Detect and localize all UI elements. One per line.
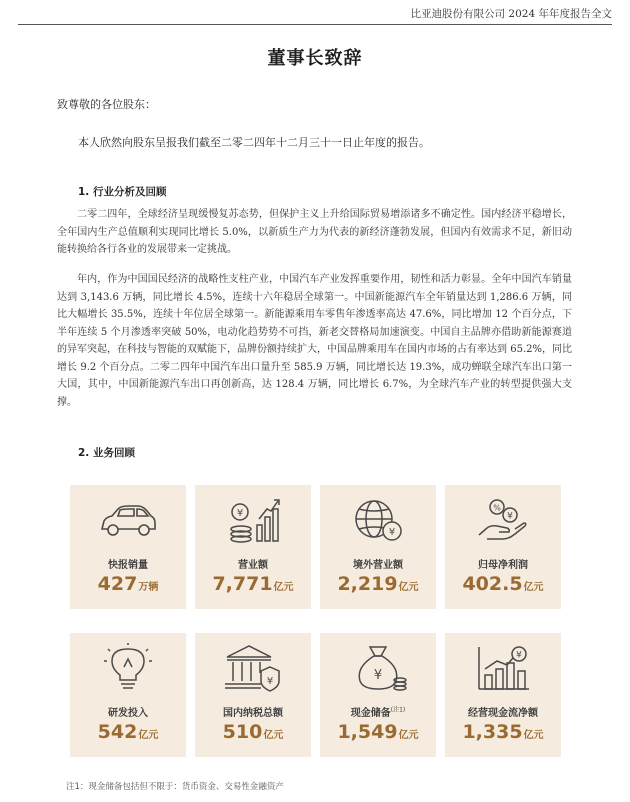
metrics-row-1 xyxy=(70,485,560,609)
metric-unit: 亿元 xyxy=(138,730,159,741)
metric-value-wrap xyxy=(70,573,186,595)
revenue-coins-icon xyxy=(223,495,283,545)
metric-value: 542 xyxy=(97,721,138,743)
paragraph-economy: 二零二四年，全球经济呈现缓慢复苏态势，但保护主义上升给国际贸易增添诸多不确定性。国内经济平稳增长，全年国内生产总值顺利实现同比增长 5.0%，以新质生产力为代表的新经济蓬勃发展，但国内有效需求不足，新旧动能转换给各行各业的发展带来一定挑战。 xyxy=(57,209,572,255)
svg-text:¥: ¥ xyxy=(516,650,522,661)
svg-text:¥: ¥ xyxy=(373,668,383,683)
metric-value-wrap xyxy=(445,573,561,595)
metric-value-wrap xyxy=(70,721,186,743)
metric-value: 1,549 xyxy=(337,721,398,743)
metric-value-wrap xyxy=(320,573,436,595)
salutation: 致尊敬的各位股东： xyxy=(57,98,156,111)
metric-label xyxy=(320,704,436,719)
svg-text:%: % xyxy=(493,503,501,513)
paragraph-auto-industry: 年内，作为中国国民经济的战略性支柱产业，中国汽车产业发挥重要作用，韧性和活力彰显。全年中国汽车销量达到 3,143.6 万辆，同比增长 4.5%，连续十六年稳居全球第一。中国新能源汽车全年销量达到 1,286.6 万辆，同比大幅增长 35.5%，连续十年位居全球第一。新能源乘用车零售年渗透率高达 47.6%，同比增加 12 个百分点，下半年连续 5 个月渗透率突破 50%，电动化趋势势不可挡，新老交替格局加速演变。中国自主品牌亦借助新能源赛道的异军突起，在科技与智能的双赋能下，品牌份额持续扩大，中国品牌乘用车在国内市场的占有率达到 65.2%，同比增长 9.2 个百分点。二零二四年中国汽车出口量升至 585.9 万辆，同比增长达 19.3%，成功蝉联全球汽车出口第一大国，其中，中国新能源汽车出口再创新高，达 128.4 万辆，同比增长 6.7%，为全球汽车产业的转型提供强大支撑。 xyxy=(57,274,572,408)
metric-value: 7,771 xyxy=(212,573,273,595)
metric-unit: 万辆 xyxy=(138,582,159,593)
metric-value: 510 xyxy=(222,721,263,743)
metric-unit: 亿元 xyxy=(523,730,544,741)
hand-coins-icon xyxy=(473,495,533,545)
metric-value: 427 xyxy=(97,573,138,595)
metric-unit: 亿元 xyxy=(398,730,419,741)
metrics-row-2 xyxy=(70,633,560,757)
globe-coin-icon xyxy=(348,495,408,545)
metric-value-wrap xyxy=(320,721,436,743)
metric-label: 快报销量 xyxy=(108,560,148,571)
metric-unit: 亿元 xyxy=(398,582,419,593)
tax-building-icon xyxy=(223,643,283,693)
metric-value-wrap xyxy=(195,573,311,595)
metric-unit: 亿元 xyxy=(263,730,284,741)
metric-unit: 亿元 xyxy=(273,582,294,593)
intro-paragraph: 本人欣然向股东呈报我们截至二零二四年十二月三十一日止年度的报告。 xyxy=(78,136,430,149)
metric-unit: 亿元 xyxy=(523,582,544,593)
svg-text:¥: ¥ xyxy=(507,511,513,522)
car-icon xyxy=(98,495,158,545)
metric-card-cash-reserve xyxy=(320,633,436,757)
metric-value-wrap xyxy=(195,721,311,743)
metric-label: 归母净利润 xyxy=(478,560,528,571)
metric-label: 境外营业额 xyxy=(353,560,403,571)
metric-value: 402.5 xyxy=(462,573,523,595)
metric-label: 国内纳税总额 xyxy=(223,708,283,719)
footnote: 注1：现金储备包括但不限于：货币资金、交易性金融资产 xyxy=(66,782,284,792)
metric-card-overseas-revenue xyxy=(320,485,436,609)
header-rule xyxy=(18,24,612,25)
metric-card-net-profit xyxy=(445,485,561,609)
metric-card-operating-cashflow xyxy=(445,633,561,757)
metric-value: 1,335 xyxy=(462,721,523,743)
svg-text:¥: ¥ xyxy=(236,508,244,519)
footnote-marker: (注1) xyxy=(390,706,406,714)
metric-label: 营业额 xyxy=(238,560,268,571)
metric-value-wrap xyxy=(445,721,561,743)
metric-value: 2,219 xyxy=(337,573,398,595)
section-heading-industry: 1. 行业分析及回顾 xyxy=(78,186,167,198)
metric-label: 研发投入 xyxy=(108,708,148,719)
running-header: 比亚迪股份有限公司 2024 年年度报告全文 xyxy=(410,8,612,20)
metric-card-revenue xyxy=(195,485,311,609)
section-heading-business: 2. 业务回顾 xyxy=(78,447,135,459)
metric-card-sales-volume xyxy=(70,485,186,609)
page-title: 董事长致辞 xyxy=(267,48,363,69)
lightbulb-icon xyxy=(98,643,158,693)
metric-card-rd-investment xyxy=(70,633,186,757)
metric-label-text: 现金储备 xyxy=(350,708,391,719)
cashflow-chart-icon xyxy=(473,643,533,693)
svg-text:¥: ¥ xyxy=(388,527,396,538)
metric-card-domestic-tax xyxy=(195,633,311,757)
svg-text:¥: ¥ xyxy=(266,676,274,687)
metric-label: 经营现金流净额 xyxy=(468,708,538,719)
money-bag-icon xyxy=(348,643,408,693)
